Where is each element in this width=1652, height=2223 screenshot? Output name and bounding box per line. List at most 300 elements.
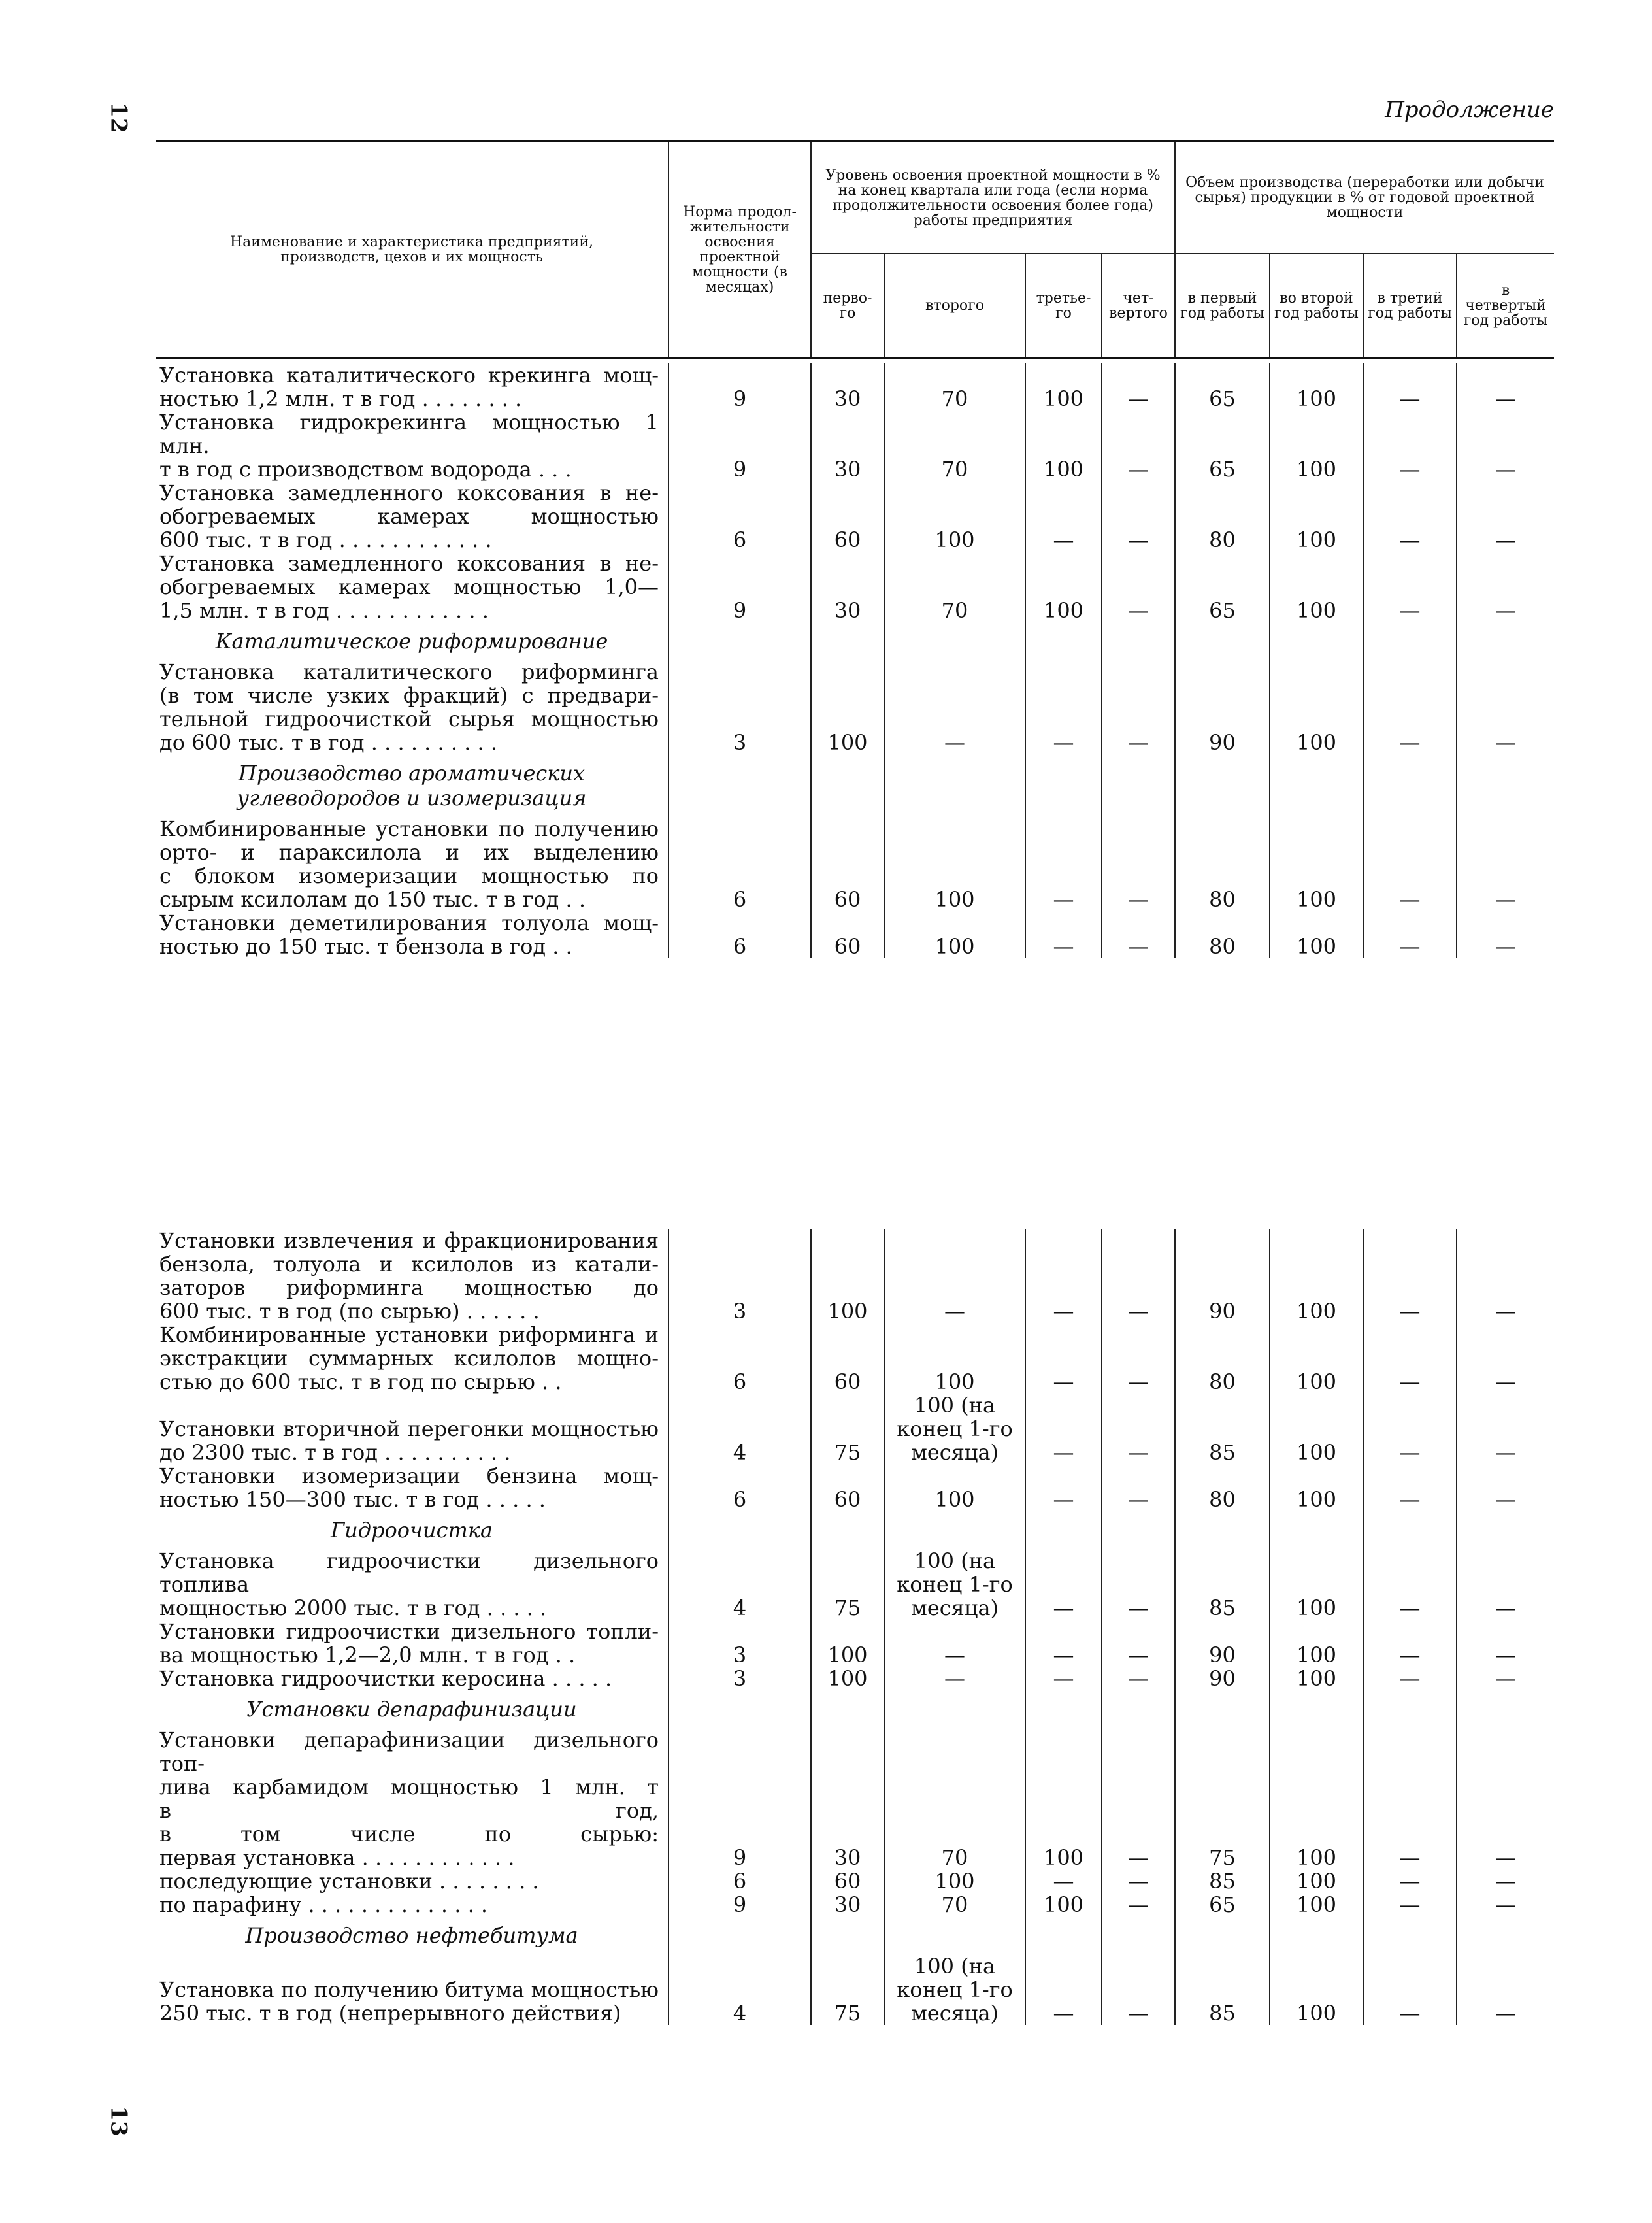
value-cell: 100 [1270,1549,1363,1620]
value-cell: 65 [1175,552,1270,622]
row-name-line: тельной гидроочисткой сырья мощностью [159,707,659,731]
value-cell: 70 [884,1893,1025,1916]
value-cell: — [1025,1229,1102,1323]
value-cell: 100 [1025,410,1102,481]
value-cell: 100 (на конец 1-го месяца) [884,1549,1025,1620]
empty-cell [1175,1690,1270,1728]
value-cell: — [1102,1620,1175,1667]
value-cell: 100 [1025,1893,1102,1916]
value-cell: 80 [1175,1323,1270,1394]
value-cell: — [1457,911,1554,958]
row-name [156,1667,669,1690]
empty-cell [1363,622,1457,660]
empty-cell [1025,1916,1102,1954]
row-name-line: до 600 тыс. т в год . . . . . . . . . . [159,730,498,755]
row-name [156,1728,669,1869]
header-volume-group: Объем производства (переработки или добычи сырья) продукции в % от годовой проектной мощности [1175,142,1554,254]
value-cell: 100 [1270,1323,1363,1394]
header-q4: чет-вертого [1102,254,1175,357]
table-row [156,1728,1554,1869]
value-cell: — [1102,817,1175,911]
value-cell: — [1025,1869,1102,1893]
empty-cell [811,1511,884,1549]
row-name-line: Установка гидроочистки керосина . . . . . [159,1666,612,1691]
value-cell: 100 [1025,1728,1102,1869]
row-name-line: мощностью 2000 тыс. т в год . . . . . [159,1596,547,1620]
section-title: Производство нефтебитума [245,1923,578,1948]
row-name [156,1323,669,1394]
empty-cell [1363,1690,1457,1728]
row-name-line: бензола, толуола и ксилолов из катали- [159,1252,659,1277]
table-row [156,363,1554,410]
header-norm-col: Норма продол-жительности освоения проектной мощности (в месяцах) [669,142,811,357]
row-name [156,1954,669,2025]
row-name-line: обогреваемых камерах мощностью 1,0— [159,575,659,599]
value-cell: 85 [1175,1549,1270,1620]
row-name [156,410,669,481]
row-name-line: сырым ксилолам до 150 тыс. т в год . . [159,887,586,912]
row-name-line: первая установка . . . . . . . . . . . . [159,1845,515,1870]
value-cell: — [1025,660,1102,754]
table-header [156,142,1554,357]
row-name [156,1893,669,1916]
value-cell: 80 [1175,817,1270,911]
value-cell: — [1363,552,1457,622]
row-name-line: до 2300 тыс. т в год . . . . . . . . . . [159,1440,511,1465]
empty-cell [1457,1916,1554,1954]
empty-cell [1175,1916,1270,1954]
empty-cell [669,1916,811,1954]
value-cell: 100 [1270,1667,1363,1690]
value-cell: 100 [884,481,1025,552]
value-cell: 70 [884,1728,1025,1869]
value-cell: — [1025,1620,1102,1667]
value-cell: 6 [669,1464,811,1511]
row-name-line: Установка по получению битума мощностью [159,1977,659,2002]
value-cell: — [1025,1323,1102,1394]
row-name-line: Установка гидрокрекинга мощностью 1 млн. [159,410,659,458]
empty-cell [669,1511,811,1549]
value-cell: — [1457,817,1554,911]
empty-cell [884,1690,1025,1728]
row-name [156,552,669,622]
header-y3: в третий год работы [1363,254,1457,357]
value-cell: 75 [811,1394,884,1464]
value-cell: — [1025,1394,1102,1464]
section-row [156,1916,1554,1954]
empty-cell [1175,1511,1270,1549]
value-cell: — [1102,1464,1175,1511]
value-cell: 4 [669,1954,811,2025]
section-title: Гидроочистка [330,1518,493,1543]
value-cell: — [1363,363,1457,410]
value-cell: 3 [669,660,811,754]
page-number-bottom: 13 [105,2105,132,2137]
value-cell: — [1457,1869,1554,1893]
empty-cell [811,1916,884,1954]
value-cell: — [1102,410,1175,481]
value-cell: 100 (на конец 1-го месяца) [884,1394,1025,1464]
header-bottom-rule [156,357,1554,359]
value-cell: — [1363,660,1457,754]
value-cell: 9 [669,363,811,410]
value-cell: 85 [1175,1954,1270,2025]
table-row [156,1667,1554,1690]
empty-cell [1363,754,1457,817]
value-cell: 3 [669,1229,811,1323]
empty-cell [1270,1690,1363,1728]
value-cell: — [1363,481,1457,552]
row-name [156,1549,669,1620]
row-name-line: Установки извлечения и фракционирования [159,1228,659,1253]
section-row [156,622,1554,660]
row-name-line: в том числе по сырью: [159,1822,659,1847]
empty-cell [811,1690,884,1728]
value-cell: 100 [884,1869,1025,1893]
value-cell: — [1363,1893,1457,1916]
value-cell: — [1457,363,1554,410]
empty-cell [1102,754,1175,817]
value-cell: — [1457,1323,1554,1394]
value-cell: 100 [1270,1893,1363,1916]
value-cell: 60 [811,1464,884,1511]
empty-cell [1025,1690,1102,1728]
row-name [156,1394,669,1464]
row-name-line: Установка замедленного коксования в не- [159,480,659,505]
table-row [156,1464,1554,1511]
value-cell: 85 [1175,1394,1270,1464]
value-cell: 90 [1175,660,1270,754]
empty-cell [884,1916,1025,1954]
value-cell: 3 [669,1620,811,1667]
row-name-line: 600 тыс. т в год . . . . . . . . . . . . [159,527,492,552]
value-cell: 80 [1175,911,1270,958]
value-cell: 70 [884,363,1025,410]
value-cell: 60 [811,481,884,552]
table-row [156,410,1554,481]
value-cell: 6 [669,481,811,552]
value-cell: 60 [811,1323,884,1394]
value-cell: — [1363,1323,1457,1394]
row-name-line: Установки депарафинизации дизельного топ- [159,1728,659,1776]
value-cell: 100 (на конец 1-го месяца) [884,1954,1025,2025]
value-cell: — [1102,552,1175,622]
row-name-line: Установка каталитического крекинга мощ- [159,363,659,388]
value-cell: 9 [669,1728,811,1869]
value-cell: 100 [811,1667,884,1690]
value-cell: 30 [811,1728,884,1869]
value-cell: 3 [669,1667,811,1690]
header-y1: в первый год работы [1175,254,1270,357]
row-name-line: (в том числе узких фракций) с предвари- [159,683,659,708]
row-name-line: Установка каталитического риформинга [159,660,659,684]
value-cell: 30 [811,552,884,622]
value-cell: — [1102,1323,1175,1394]
row-name-line: орто- и параксилола и их выделению [159,840,659,865]
row-name-line: Комбинированные установки риформинга и [159,1322,659,1347]
empty-cell [1025,622,1102,660]
value-cell: — [884,1229,1025,1323]
row-name [156,1869,669,1893]
value-cell: — [1102,363,1175,410]
row-name-line: 600 тыс. т в год (по сырью) . . . . . . [159,1299,540,1324]
value-cell: 100 [884,911,1025,958]
table-row [156,911,1554,958]
value-cell: 100 [1270,911,1363,958]
empty-cell [1175,754,1270,817]
section-title: Установки депарафинизации [246,1697,577,1722]
value-cell: 100 [1270,817,1363,911]
value-cell: 100 [1270,410,1363,481]
header-y4: в четвертый год работы [1457,254,1554,357]
row-name [156,1229,669,1323]
value-cell: — [1025,1667,1102,1690]
value-cell: 100 [884,1323,1025,1394]
empty-cell [884,622,1025,660]
section-row [156,1511,1554,1549]
value-cell: 60 [811,1869,884,1893]
row-name-line: Установка гидроочистки дизельного топлива [159,1548,659,1597]
empty-cell [1102,1511,1175,1549]
value-cell: — [1457,1229,1554,1323]
row-name-line: Установка замедленного коксования в не- [159,551,659,576]
value-cell: — [884,1620,1025,1667]
value-cell: — [1457,481,1554,552]
table-row [156,817,1554,911]
row-name-line: последующие установки . . . . . . . . [159,1869,539,1894]
table-row [156,481,1554,552]
table-body-upper [156,363,1554,958]
value-cell: — [1457,1728,1554,1869]
value-cell: 100 [1270,1394,1363,1464]
empty-cell [1270,1511,1363,1549]
value-cell: 90 [1175,1667,1270,1690]
value-cell: — [1102,1728,1175,1869]
value-cell: — [1102,1893,1175,1916]
value-cell: 100 [1270,1728,1363,1869]
value-cell: 70 [884,552,1025,622]
value-cell: 4 [669,1549,811,1620]
value-cell: 9 [669,1893,811,1916]
value-cell: — [1457,1620,1554,1667]
table-row [156,1954,1554,2025]
row-name-line: Установки изомеризации бензина мощ- [159,1463,659,1488]
table-row [156,1893,1554,1916]
value-cell: 100 [1270,481,1363,552]
empty-cell [811,754,884,817]
value-cell: 30 [811,410,884,481]
section-row [156,1690,1554,1728]
table-row [156,1549,1554,1620]
value-cell: 100 [1270,1229,1363,1323]
value-cell: 75 [811,1549,884,1620]
table-body-lower [156,1229,1554,2025]
row-name [156,481,669,552]
value-cell: — [1102,911,1175,958]
value-cell: 100 [1270,1954,1363,2025]
section-row [156,754,1554,817]
value-cell: 100 [884,1464,1025,1511]
empty-cell [1025,754,1102,817]
value-cell: — [1363,1229,1457,1323]
value-cell: — [1457,1893,1554,1916]
value-cell: 80 [1175,481,1270,552]
value-cell: 100 [811,1229,884,1323]
table-row [156,1229,1554,1323]
value-cell: 100 [811,660,884,754]
header-level-group: Уровень освоения проектной мощности в % на конец квартала или года (если норма продолжительности освоения более года) работы предприятия [811,142,1175,254]
value-cell: — [1363,911,1457,958]
empty-cell [1102,1690,1175,1728]
row-name-line: ва мощностью 1,2—2,0 млн. т в год . . [159,1643,576,1667]
row-name-line: в год, [159,1798,659,1823]
value-cell: 30 [811,1893,884,1916]
value-cell: — [1102,1229,1175,1323]
empty-cell [1457,622,1554,660]
empty-cell [1270,1916,1363,1954]
header-q3: третье-го [1025,254,1102,357]
value-cell: 100 [1270,1464,1363,1511]
value-cell: — [1457,660,1554,754]
row-name-line: Установки вторичной перегонки мощностью [159,1416,659,1441]
header-y2: во второй год работы [1270,254,1363,357]
value-cell: 6 [669,1323,811,1394]
value-cell: — [1363,1464,1457,1511]
empty-cell [1102,1916,1175,1954]
value-cell: 75 [1175,1728,1270,1869]
value-cell: — [1457,552,1554,622]
value-cell: — [1102,1954,1175,2025]
value-cell: — [1457,1464,1554,1511]
empty-cell [1175,622,1270,660]
value-cell: 85 [1175,1869,1270,1893]
value-cell: — [1025,911,1102,958]
value-cell: — [1457,1549,1554,1620]
value-cell: — [1363,1869,1457,1893]
row-name-line: Комбинированные установки по получению [159,816,659,841]
value-cell: — [1457,1394,1554,1464]
table-row [156,660,1554,754]
empty-cell [1363,1511,1457,1549]
row-name-line: 1,5 млн. т в год . . . . . . . . . . . . [159,598,489,623]
section-title: Производство ароматических углеводородов и изомеризация [237,761,587,811]
row-name-line: стью до 600 тыс. т в год по сырью . . [159,1369,562,1394]
value-cell: — [1102,481,1175,552]
empty-cell [811,622,884,660]
row-name-line: Установки гидроочистки дизельного топли- [159,1619,659,1644]
value-cell: — [884,660,1025,754]
page-number-top: 12 [105,102,132,133]
value-cell: — [1363,1667,1457,1690]
value-cell: — [1363,1394,1457,1464]
row-name-line: ностью 1,2 млн. т в год . . . . . . . . [159,386,522,411]
row-name [156,660,669,754]
row-name-line: ностью 150—300 тыс. т в год . . . . . [159,1487,546,1512]
value-cell: 9 [669,552,811,622]
empty-cell [1457,1511,1554,1549]
row-name [156,363,669,410]
row-name-line: обогреваемых камерах мощностью [159,504,659,529]
value-cell: 100 [1270,1620,1363,1667]
value-cell: — [1102,1869,1175,1893]
value-cell: — [1102,660,1175,754]
row-name-line: Установки деметилирования толуола мощ- [159,911,659,935]
empty-cell [1457,1690,1554,1728]
value-cell: — [1102,1549,1175,1620]
row-name-line: экстракции суммарных ксилолов мощно- [159,1346,659,1371]
row-name-line: 250 тыс. т в год (непрерывного действия) [159,2001,621,2026]
value-cell: 65 [1175,410,1270,481]
value-cell: 100 [1025,363,1102,410]
value-cell: 100 [1270,552,1363,622]
value-cell: — [1363,817,1457,911]
table-row [156,1620,1554,1667]
value-cell: 90 [1175,1229,1270,1323]
value-cell: 4 [669,1394,811,1464]
continuation-label: Продолжение [1385,97,1554,123]
section-title: Каталитическое риформирование [215,629,608,654]
row-name-line: по парафину . . . . . . . . . . . . . . [159,1892,488,1917]
empty-cell [884,754,1025,817]
table-row [156,1323,1554,1394]
value-cell: 70 [884,410,1025,481]
value-cell: — [1363,410,1457,481]
value-cell: 6 [669,817,811,911]
empty-cell [1363,1916,1457,1954]
value-cell: — [1025,1464,1102,1511]
value-cell: — [1363,1728,1457,1869]
row-name-line: с блоком изомеризации мощностью по [159,863,659,888]
row-name [156,911,669,958]
row-name-line: лива карбамидом мощностью 1 млн. т [159,1775,659,1799]
value-cell: 75 [811,1954,884,2025]
value-cell: 100 [1270,660,1363,754]
value-cell: 100 [884,817,1025,911]
value-cell: 100 [1270,1869,1363,1893]
empty-cell [1270,754,1363,817]
value-cell: — [1457,410,1554,481]
value-cell: 30 [811,363,884,410]
value-cell: — [1025,481,1102,552]
value-cell: 80 [1175,1464,1270,1511]
row-name-line: т в год с производством водорода . . . [159,457,572,482]
value-cell: — [1457,1954,1554,2025]
row-name [156,1464,669,1511]
empty-cell [1270,622,1363,660]
value-cell: — [1363,1620,1457,1667]
table-row [156,1869,1554,1893]
empty-cell [1025,1511,1102,1549]
empty-cell [884,1511,1025,1549]
header-q1: перво-го [811,254,884,357]
header-name-col: Наименование и характеристика предприятий, производств, цехов и их мощность [229,234,593,265]
empty-cell [1457,754,1554,817]
table-row [156,1394,1554,1464]
value-cell: 100 [811,1620,884,1667]
value-cell: — [884,1667,1025,1690]
value-cell: 100 [1270,363,1363,410]
value-cell: 60 [811,817,884,911]
value-cell: 6 [669,911,811,958]
value-cell: — [1025,1549,1102,1620]
value-cell: 65 [1175,363,1270,410]
value-cell: — [1363,1549,1457,1620]
value-cell: 9 [669,410,811,481]
value-cell: — [1102,1667,1175,1690]
row-name-line: ностью до 150 тыс. т бензола в год . . [159,934,572,959]
value-cell: — [1025,817,1102,911]
table-row [156,552,1554,622]
